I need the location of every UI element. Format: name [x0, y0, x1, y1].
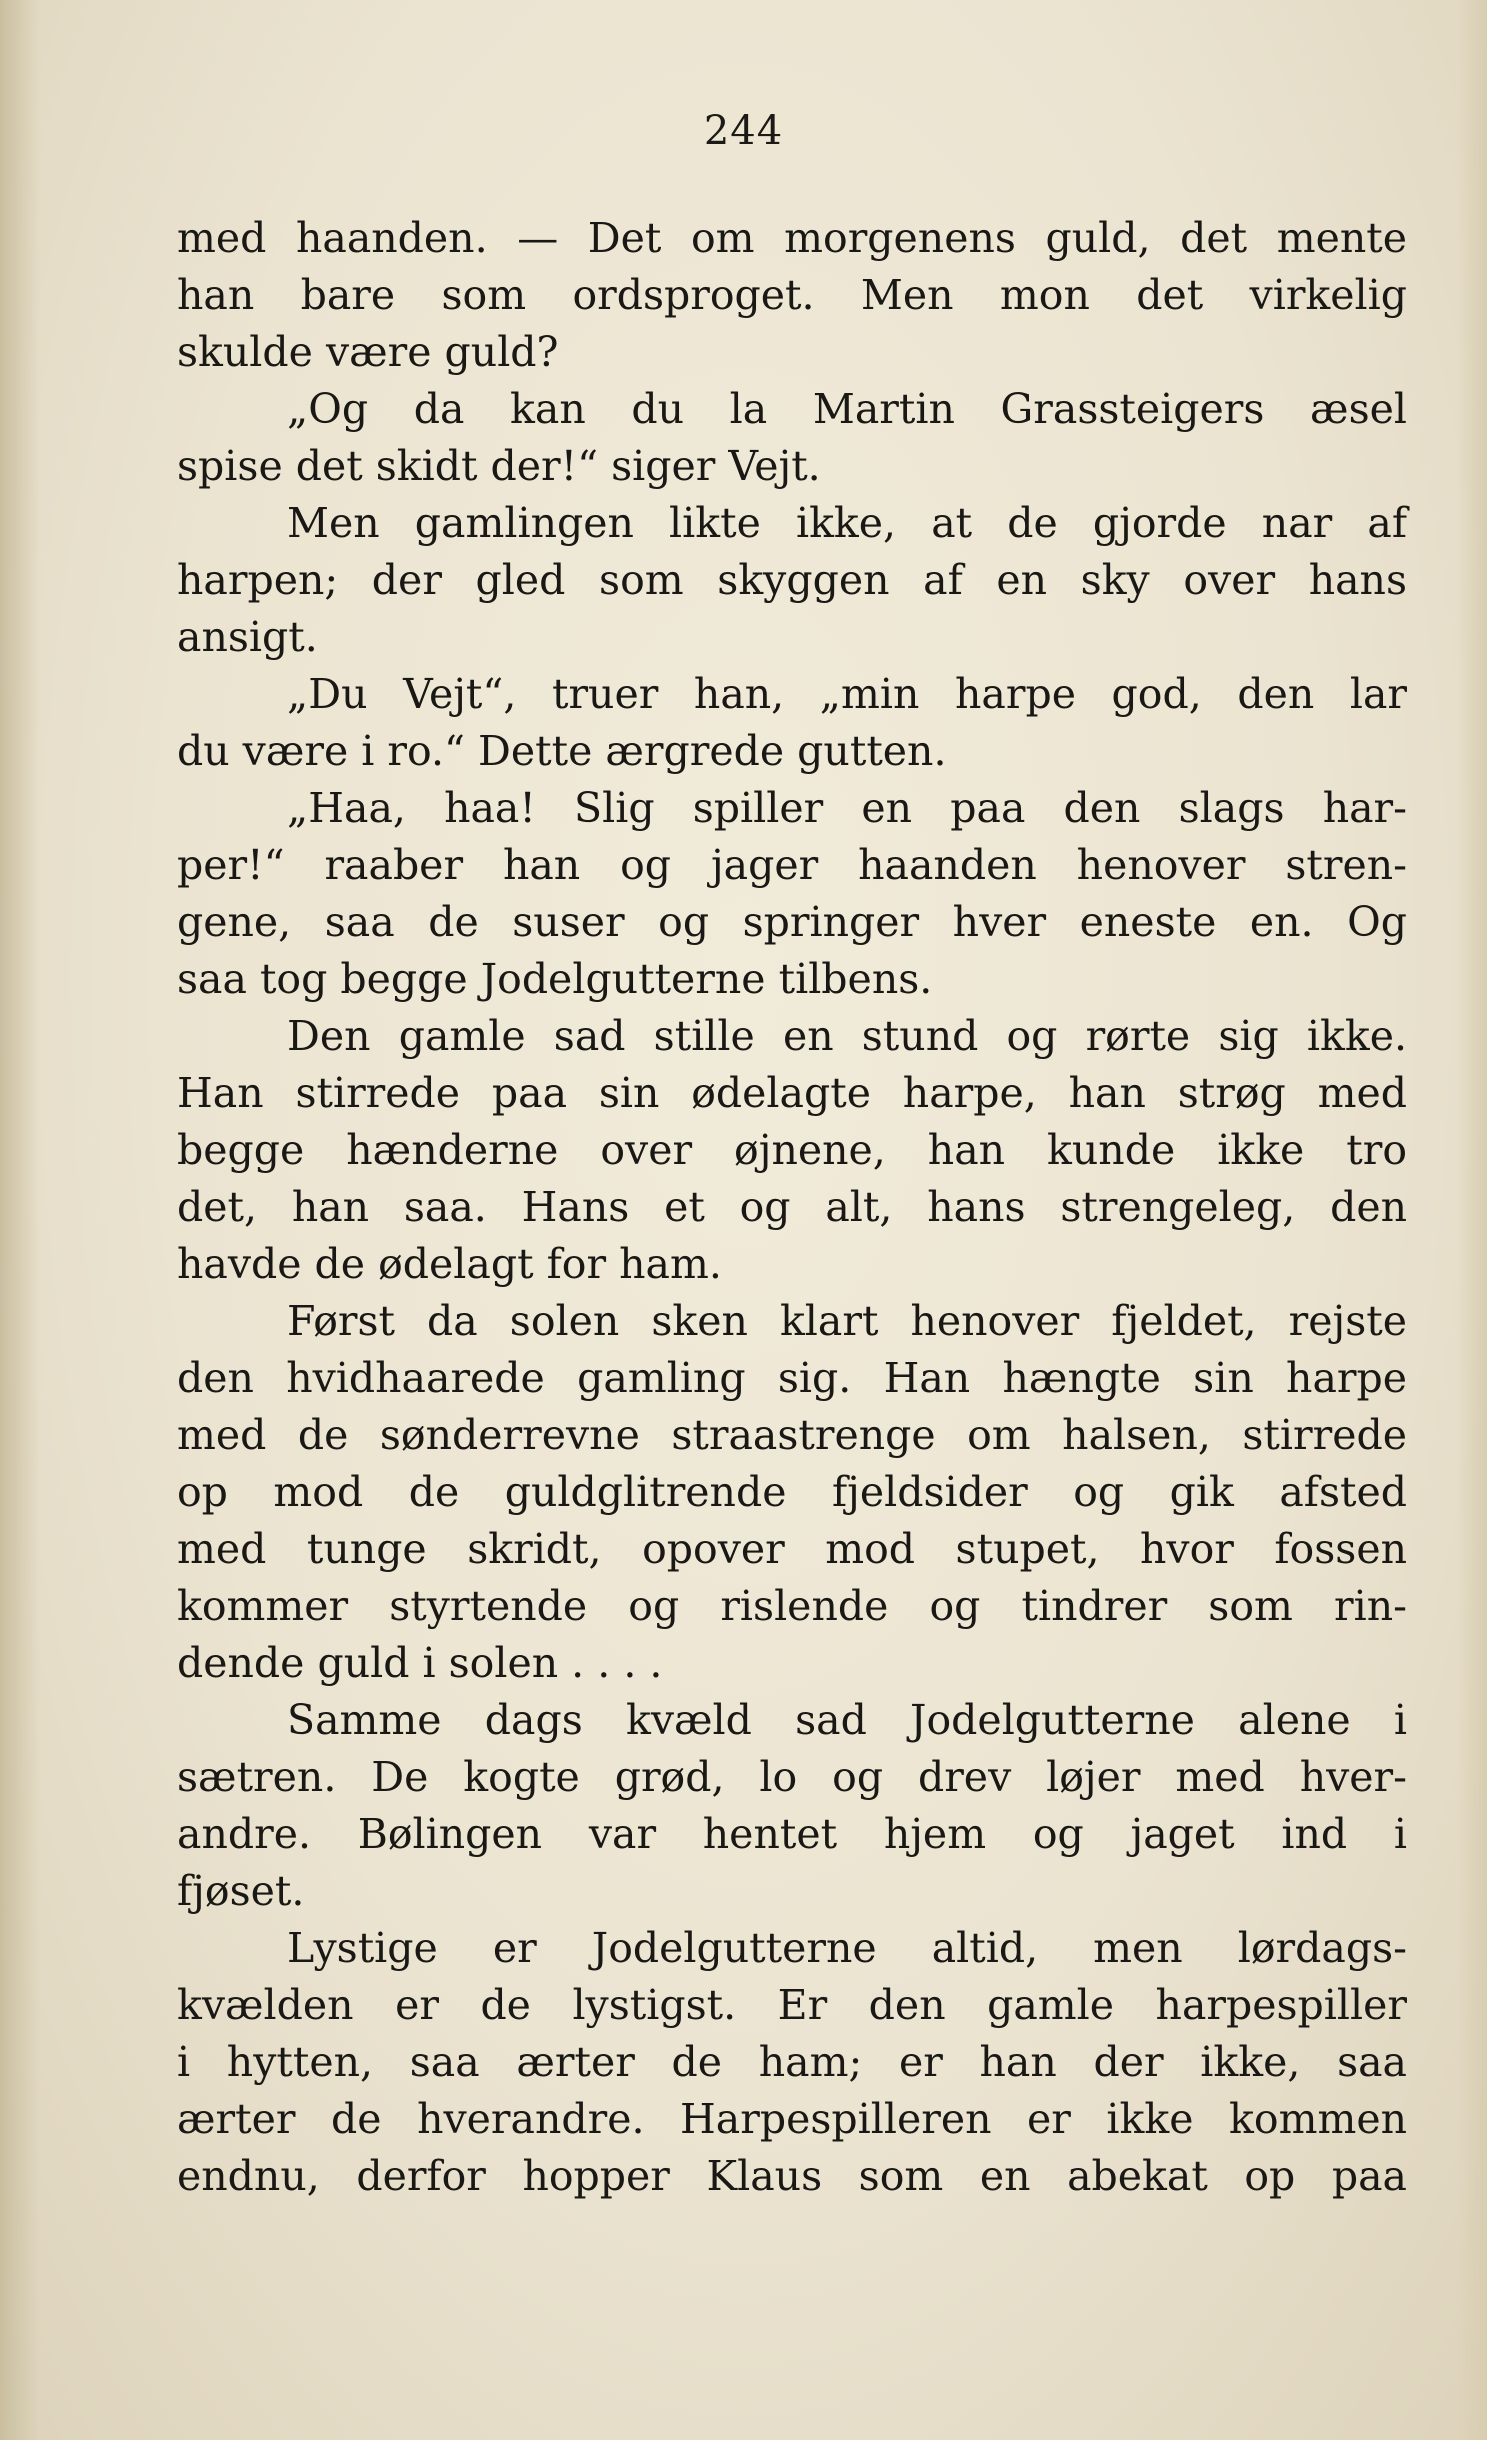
text-line: Han stirrede paa sin ødelagte harpe, han strøg med — [177, 1069, 1407, 1117]
text-line: Først da solen sken klart henover fjeldet, rejste — [287, 1297, 1407, 1345]
text-line: du være i ro.“ Dette ærgrede gutten. — [177, 727, 947, 775]
text-line: Den gamle sad stille en stund og rørte sig ikke. — [287, 1012, 1407, 1060]
text-line: i hytten, saa ærter de ham; er han der ikke, saa — [177, 2038, 1407, 2086]
text-line: begge hænderne over øjnene, han kunde ikke tro — [177, 1126, 1407, 1174]
text-line: kvælden er de lystigst. Er den gamle harpespiller — [177, 1981, 1407, 2029]
text-line: Men gamlingen likte ikke, at de gjorde nar af — [287, 499, 1407, 547]
text-line: ansigt. — [177, 613, 318, 661]
text-line: „Du Vejt“, truer han, „min harpe god, den lar — [287, 670, 1407, 718]
text-line: med tunge skridt, opover mod stupet, hvor fossen — [177, 1525, 1407, 1573]
text-line: gene, saa de suser og springer hver eneste en. Og — [177, 898, 1407, 946]
body-text — [177, 210, 1407, 2205]
text-line: „Og da kan du la Martin Grassteigers æsel — [287, 385, 1407, 433]
text-line: endnu, derfor hopper Klaus som en abekat op paa — [177, 2152, 1407, 2200]
text-line: sætren. De kogte grød, lo og drev løjer med hver- — [177, 1753, 1407, 1801]
text-line: den hvidhaarede gamling sig. Han hængte sin harpe — [177, 1354, 1407, 1402]
text-line: skulde være guld? — [177, 328, 559, 376]
text-line: Samme dags kvæld sad Jodelgutterne alene i — [287, 1696, 1407, 1744]
text-line: kommer styrtende og rislende og tindrer som rin- — [177, 1582, 1407, 1630]
text-line: harpen; der gled som skyggen af en sky over hans — [177, 556, 1407, 604]
text-line: saa tog begge Jodelgutterne tilbens. — [177, 955, 933, 1003]
text-line: dende guld i solen . . . . — [177, 1639, 663, 1687]
text-line: op mod de guldglitrende fjeldsider og gik afsted — [177, 1468, 1407, 1516]
text-line: havde de ødelagt for ham. — [177, 1240, 722, 1288]
text-line: han bare som ordsproget. Men mon det virkelig — [177, 271, 1407, 319]
text-line: fjøset. — [177, 1867, 305, 1915]
text-line: det, han saa. Hans et og alt, hans strengeleg, den — [177, 1183, 1407, 1231]
text-line: andre. Bølingen var hentet hjem og jaget ind i — [177, 1810, 1407, 1858]
text-line: spise det skidt der!“ siger Vejt. — [177, 442, 821, 490]
text-line: med de sønderrevne straastrenge om halsen, stirrede — [177, 1411, 1407, 1459]
text-line: per!“ raaber han og jager haanden henover stren- — [177, 841, 1407, 889]
page-number: 244 — [703, 108, 784, 154]
text-line: „Haa, haa! Slig spiller en paa den slags har- — [287, 784, 1407, 832]
text-line: Lystige er Jodelgutterne altid, men lørdags- — [287, 1924, 1407, 1972]
text-line: ærter de hverandre. Harpespilleren er ikke kommen — [177, 2095, 1407, 2143]
text-line: med haanden. — Det om morgenens guld, det mente — [177, 214, 1407, 262]
